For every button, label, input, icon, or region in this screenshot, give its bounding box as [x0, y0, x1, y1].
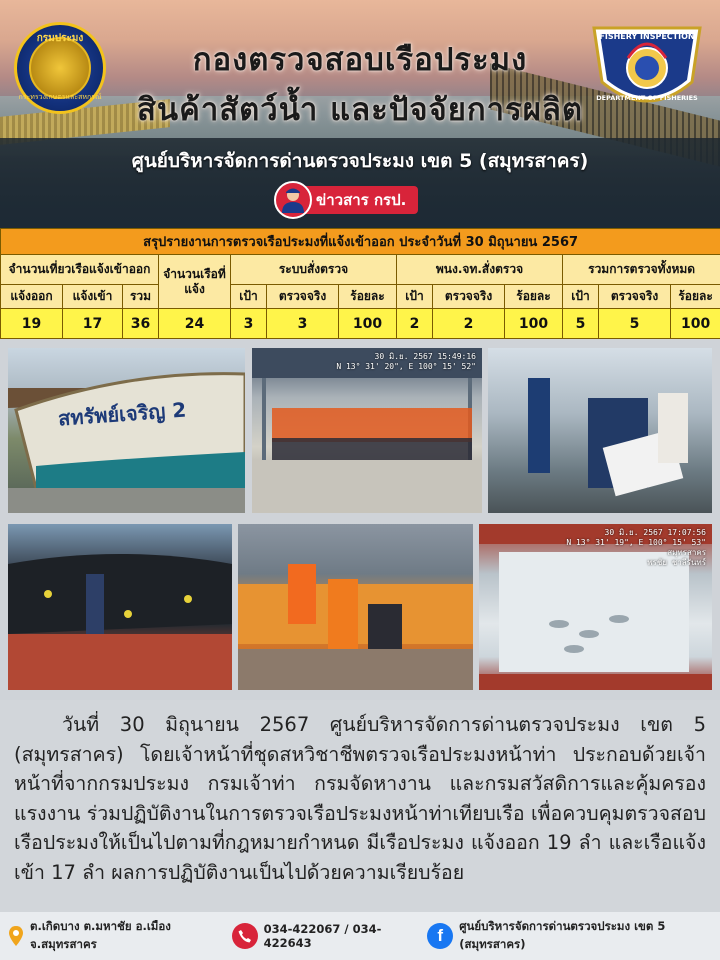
footer-facebook-page[interactable]: ศูนย์บริหารจัดการด่านตรวจประมง เขต 5 (สมุทรสาคร)	[459, 919, 666, 951]
header-trips: จำนวนเที่ยวเรือแจ้งเข้าออก	[1, 255, 159, 285]
header-banner	[0, 0, 720, 228]
value-officer-percent: 100	[505, 309, 563, 339]
photo-briefing-group	[252, 348, 482, 513]
left-logo-top-text: กรมประมง	[36, 33, 84, 44]
left-logo-bottom-text: กระทรวงเกษตรและสหกรณ์	[18, 93, 102, 101]
title-line-2: สินค้าสัตว์น้ำ และปัจจัยการผลิต	[136, 92, 584, 128]
value-total-actual: 5	[599, 309, 671, 339]
photo-timestamp-2: 30 มิ.ย. 2567 17:07:56 N 13° 31' 19", E 100° 15' 53" สมุทรสาคร พรชัย ชาลีรันทร์	[566, 528, 706, 567]
value-officer-actual: 2	[433, 309, 505, 339]
value-boats: 24	[159, 309, 231, 339]
phone-icon[interactable]	[232, 923, 258, 949]
value-sum: 36	[123, 309, 159, 339]
col-system-percent: ร้อยละ	[339, 285, 397, 309]
value-total-target: 5	[563, 309, 599, 339]
photo-crew-on-deck	[238, 524, 473, 690]
news-paragraph: วันที่ 30 มิถุนายน 2567 ศูนย์บริหารจัดการด่านตรวจประมง เขต 5 (สมุทรสาคร) โดยเจ้าหน้าที่ชุดสหวิชาชีพตรวจเรือประมงหน้าท่า ประกอบด้วยเจ้าหน้าที่จากกรมประมง กรมเจ้าท่า กรมจัดหางาน และกรมสวัสดิการและคุ้มครองแรงงาน ร่วมปฏิบัติงานในการตรวจเรือประมงหน้าท่าเทียบเรือ เพื่อควบคุมตรวจสอบเรือประมงให้เป็นไปตามที่กฎหมายกำหนด มีเรือประมง แจ้งออก 19 ลำ และเรือแจ้งเข้า 17 ลำ ผลการปฏิบัติงานเป็นไปด้วยความเรียบร้อย	[0, 700, 720, 912]
header-total: รวมการตรวจทั้งหมด	[563, 255, 720, 285]
right-logo-bottom-text: DEPARTMENT OF FISHERIES	[596, 94, 698, 102]
photo-boat-hull	[8, 348, 245, 513]
officer-avatar-icon	[274, 181, 312, 219]
col-total-target: เป้า	[563, 285, 599, 309]
col-officer-actual: ตรวจจริง	[433, 285, 505, 309]
header-system: ระบบสั่งตรวจ	[231, 255, 397, 285]
col-officer-target: เป้า	[397, 285, 433, 309]
col-sum: รวม	[123, 285, 159, 309]
title-line-1: กองตรวจสอบเรือประมง	[192, 42, 528, 78]
footer-address: ต.เกิดบาง ต.มหาชัย อ.เมือง จ.สมุทรสาคร	[30, 919, 171, 951]
photo-fish-catch	[479, 524, 712, 690]
photo-net-inspection	[8, 524, 232, 690]
header-officer: พนง.จท.สั่งตรวจ	[397, 255, 563, 285]
col-out: แจ้งออก	[1, 285, 63, 309]
news-badge	[278, 184, 446, 216]
footer-phone[interactable]: 034-422067 / 034-422643	[263, 922, 382, 950]
value-officer-target: 2	[397, 309, 433, 339]
inspection-summary-table	[0, 228, 720, 339]
value-out: 19	[1, 309, 63, 339]
photo-timestamp: 30 มิ.ย. 2567 15:49:16 N 13° 31' 20", E 100° 15' 52"	[336, 352, 476, 371]
col-in: แจ้งเข้า	[63, 285, 123, 309]
value-system-target: 3	[231, 309, 267, 339]
value-total-percent: 100	[671, 309, 720, 339]
facebook-icon[interactable]: f	[427, 923, 453, 949]
header-boats: จำนวนเรือที่แจ้ง	[159, 255, 231, 309]
col-system-target: เป้า	[231, 285, 267, 309]
subtitle: ศูนย์บริหารจัดการด่านตรวจประมง เขต 5 (สมุทรสาคร)	[131, 150, 589, 172]
right-logo-top-text: FISHERY INSPECTION	[599, 32, 695, 41]
col-total-actual: ตรวจจริง	[599, 285, 671, 309]
col-officer-percent: ร้อยละ	[505, 285, 563, 309]
value-in: 17	[63, 309, 123, 339]
boat-name: สทรัพย์เจริญ 2	[57, 397, 187, 431]
photo-document-check	[488, 348, 712, 513]
value-system-actual: 3	[267, 309, 339, 339]
news-label: ข่าวสาร กรป.	[302, 186, 418, 214]
table-title: สรุปรายงานการตรวจเรือประมงที่แจ้งเข้าออก ประจำวันที่ 30 มิถุนายน 2567	[1, 229, 720, 255]
footer-contact-bar	[0, 912, 720, 960]
col-total-percent: ร้อยละ	[671, 285, 720, 309]
value-system-percent: 100	[339, 309, 397, 339]
col-system-actual: ตรวจจริง	[267, 285, 339, 309]
location-pin-icon	[8, 923, 24, 949]
